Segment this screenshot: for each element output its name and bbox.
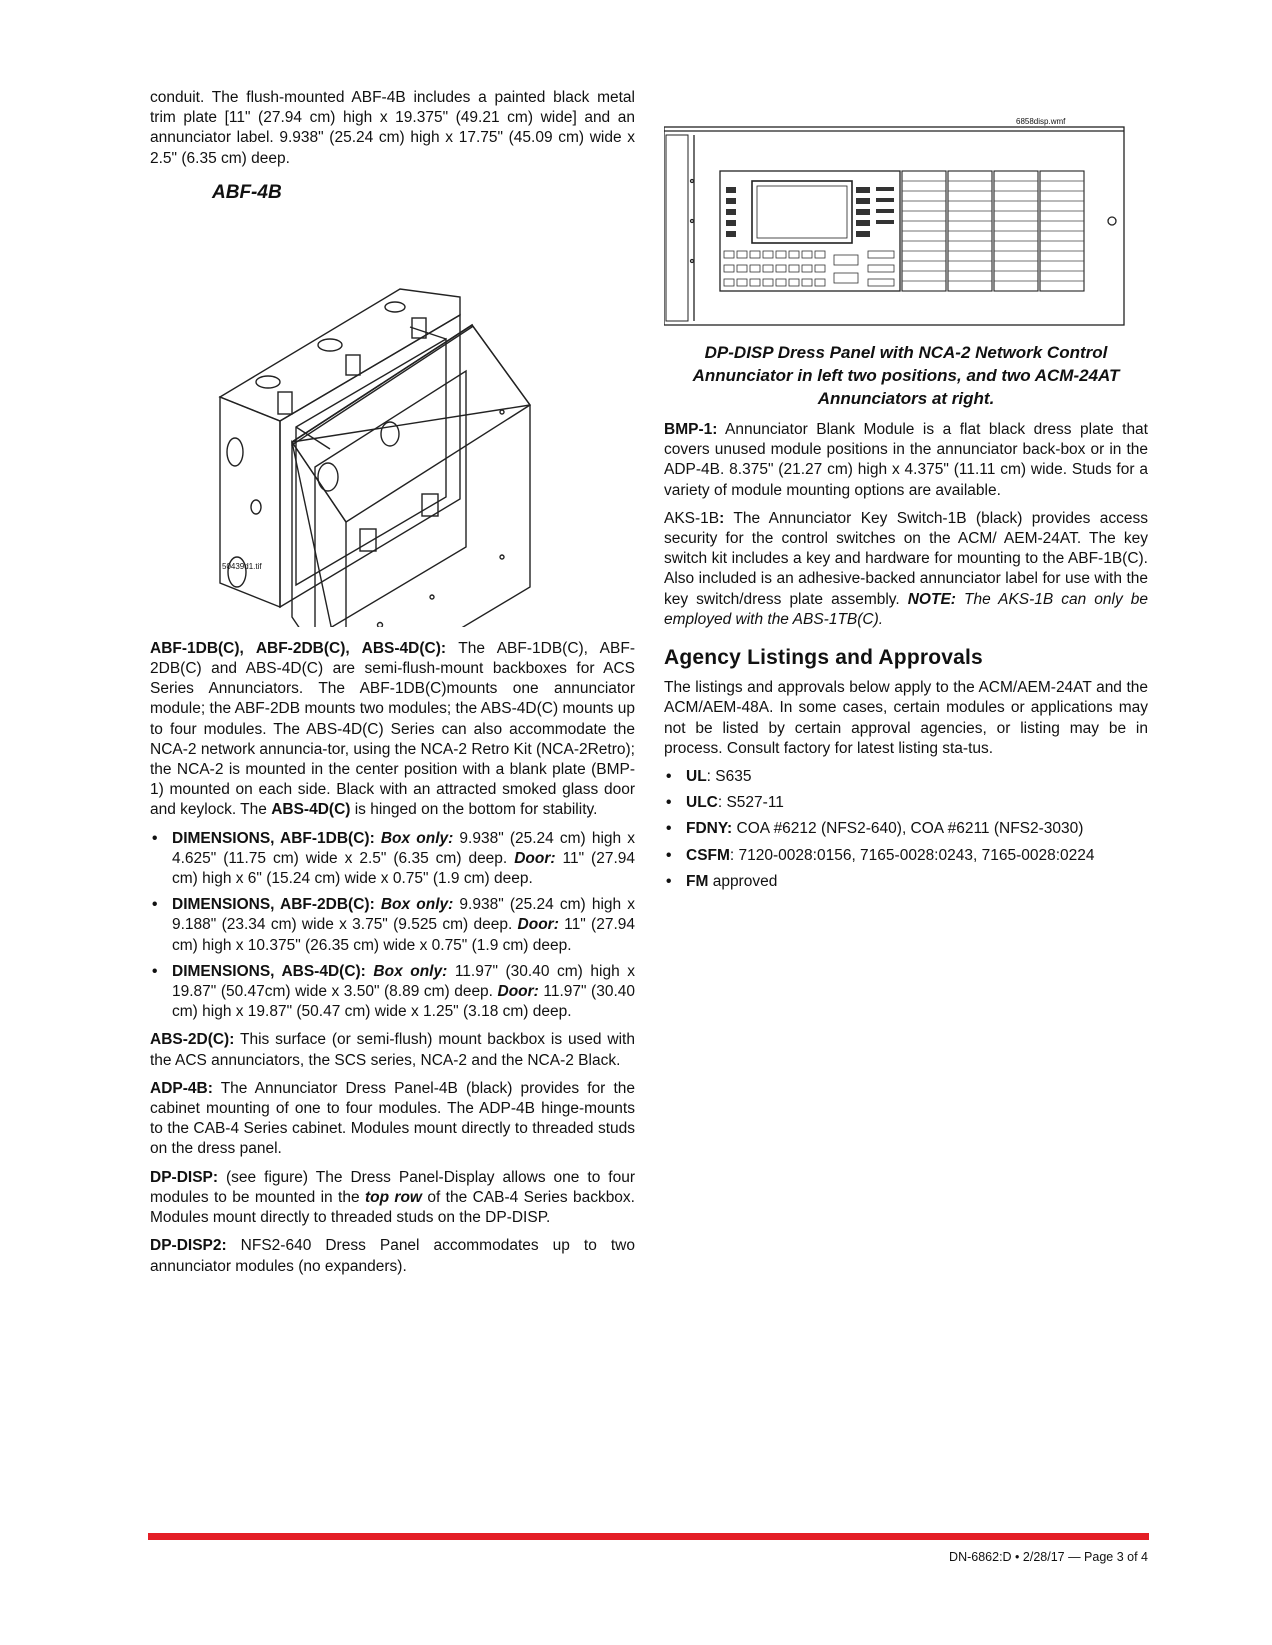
listing-label: ULC: [686, 794, 718, 812]
dpdisp2-text: NFS2-640 Dress Panel accommodates up to two annunciator modules (no expanders).: [150, 1237, 635, 1275]
abf-bold: ABS-4D(C): [271, 801, 351, 819]
adp4b-text: The Annunciator Dress Panel-4B (black) provides for the cabinet mounting of one to four modules. The ADP-4B hinge-mounts to the CAB-4 Series cabinet. Modules mount directly to threaded studs on the dress panel.: [150, 1079, 635, 1158]
list-item: [664, 846, 1148, 866]
dim-label: DIMENSIONS, ABF-2DB(C):: [172, 896, 375, 914]
dpdisp-paragraph: [150, 1168, 635, 1229]
abf-lead: ABF-1DB(C), ABF-2DB(C), ABS-4D(C):: [150, 639, 447, 657]
dpdisp-text-1: (see figure) The Dress Panel-Display allows one to four modules to be mounted in the: [150, 1168, 635, 1206]
listing-text: : 7120-0028:0156, 7165-0028:0243, 7165-0028:0224: [729, 846, 1095, 864]
box-only-label: Box only:: [373, 962, 448, 980]
aks1b-colon: :: [719, 509, 725, 527]
dp-disp-figure: [664, 105, 1148, 335]
list-item: [664, 872, 1148, 892]
abf-paragraph: [150, 639, 635, 821]
box-text: 9.938" (25.24 cm) high x 4.625" (11.75 cm) wide x 2.5" (6.35 cm) deep.: [172, 829, 635, 867]
list-item: [664, 767, 1148, 787]
box-text: 9.938" (25.24 cm) high x 9.188" (23.34 cm) wide x 3.75" (9.525 cm) deep.: [172, 896, 635, 934]
listings-intro: The listings and approvals below apply to the ACM/AEM-24AT and the ACM/AEM-48A. In some cases, certain modules or applications may not be listed by certain approval agencies, or listing may be in process. Consult factory for latest listing sta-tus.: [664, 679, 1148, 757]
listing-label: CSFM: [686, 846, 730, 864]
abf-4b-figure: [150, 177, 635, 627]
adp4b-paragraph: [150, 1079, 635, 1160]
figure-filename: 6858disp.wmf: [1016, 117, 1066, 126]
figure-filename: 50439d1.tif: [222, 561, 262, 571]
box-only-label: Box only:: [380, 896, 454, 914]
listing-text: : S635: [706, 768, 752, 786]
bmp1-lead: BMP-1:: [664, 421, 718, 438]
figure-caption: DP-DISP Dress Panel with NCA-2 Network Control Annunciator in left two positions, and two ACM-24AT Annunciators at right.: [692, 343, 1120, 408]
list-item: [150, 895, 635, 956]
dim-label: DIMENSIONS, ABS-4D(C):: [172, 962, 366, 980]
door-label: Door:: [514, 849, 556, 867]
bmp1-paragraph: [664, 420, 1148, 501]
list-item: [664, 793, 1148, 813]
dim-label: DIMENSIONS, ABF-1DB(C):: [172, 829, 375, 847]
door-text: 11.97" (30.40 cm) high x 19.87" (50.47 cm) wide x 1.25" (3.18 cm) deep.: [172, 983, 635, 1021]
listings-list: [664, 767, 1148, 892]
note-text: The AKS-1B can only be employed with the ABS-1TB(C).: [664, 590, 1149, 628]
list-item: [664, 819, 1148, 839]
box-only-label: Box only:: [380, 829, 454, 847]
listing-label: FDNY:: [686, 820, 733, 838]
footer-rule: [148, 1533, 1149, 1540]
listing-text: approved: [708, 872, 778, 890]
box-text: 11.97" (30.40 cm) high x 19.87" (50.47cm) wide x 3.50" (8.89 cm) deep.: [172, 962, 635, 1001]
door-label: Door:: [497, 983, 539, 1001]
footer-text: DN-6862:D • 2/28/17 — Page 3 of 4: [949, 1550, 1148, 1564]
door-text: 11" (27.94 cm) high x 6" (15.24 cm) wide x 0.75" (1.9 cm) deep.: [172, 849, 635, 888]
dpdisp-lead: DP-DISP:: [150, 1168, 219, 1186]
listing-text: : S527-11: [717, 794, 784, 812]
door-label: Door:: [517, 916, 559, 934]
dimensions-list: [150, 829, 635, 1023]
list-item: [150, 962, 635, 1023]
aks1b-paragraph: [664, 509, 1148, 630]
left-column: [150, 88, 635, 1285]
listing-text: COA #6212 (NFS2-640), COA #6211 (NFS2-3030): [732, 820, 1084, 838]
abs2d-lead: ABS-2D(C):: [150, 1031, 235, 1049]
dpdisp2-paragraph: [150, 1236, 635, 1276]
abf-text-2: is hinged on the bottom for stability.: [350, 801, 598, 819]
aks1b-lead: AKS-1B: [664, 509, 720, 527]
dp-disp-drawing: [664, 105, 1148, 330]
dpdisp-text-2: of the CAB-4 Series backbox. Modules mount directly to threaded studs on the DP-DISP.: [150, 1188, 635, 1227]
dpdisp2-lead: DP-DISP2:: [150, 1237, 227, 1255]
list-item: [150, 829, 635, 890]
dpdisp-emphasis: top row: [364, 1188, 422, 1206]
listing-label: FM: [686, 872, 709, 890]
note-label: NOTE:: [907, 590, 956, 608]
aks1b-text: The Annunciator Key Switch-1B (black) provides access security for the control switches on the ACM/ AEM-24AT. The key switch kit includes a key and hardware for mounting to the ABF-1B(C). Also included is an adhesive-backed annunciator label for use with the key switch/dress plate assembly.: [664, 509, 1148, 608]
intro-paragraph: conduit. The flush-mounted ABF-4B includes a painted black metal trim plate [11" (27.94 cm) high x 19.375" (49.21 cm) wide] and an annunciator label. 9.938" (25.24 cm) high x 17.75" (45.09 cm) wide x 2.5" (6.35 cm) deep.: [150, 89, 635, 167]
abf-text-1: The ABF-1DB(C), ABF-2DB(C) and ABS-4D(C) are semi-flush-mount backboxes for ACS Series Annunciators. The ABF-1DB(C)mounts one annunciator module; the ABF-2DB mounts two modules; the ABS-4D(C) mounts up to four modules. The ABS-4D(C) Series can also accommodate the NCA-2 network annuncia-tor, using the NCA-2 Retro Kit (NCA-2Retro); the NCA-2 is mounted in the center position with a blank plate (BMP-1) mounted on each side. Black with an attracted smoked glass door and keylock. The: [150, 639, 635, 819]
abs2d-paragraph: [150, 1030, 635, 1070]
section-heading: Agency Listings and Approvals: [664, 646, 983, 670]
figure-title: ABF-4B: [212, 181, 282, 203]
bmp1-text: Annunciator Blank Module is a flat black dress plate that covers unused module positions in the annunciator back-box or in the ADP-4B. 8.375" (21.27 cm) high x 4.375" (11.11 cm) wide. Studs for a variety of module mounting options are available.: [664, 421, 1148, 499]
abs2d-text: This surface (or semi-flush) mount backbox is used with the ACS annunciators, the SCS series, NCA-2 and the NCA-2 Black.: [150, 1031, 635, 1069]
listing-label: UL: [686, 768, 707, 786]
right-column: [664, 105, 1148, 900]
adp4b-lead: ADP-4B:: [150, 1079, 213, 1097]
door-text: 11" (27.94 cm) high x 10.375" (26.35 cm) wide x 0.75" (1.9 cm) deep.: [172, 916, 635, 954]
